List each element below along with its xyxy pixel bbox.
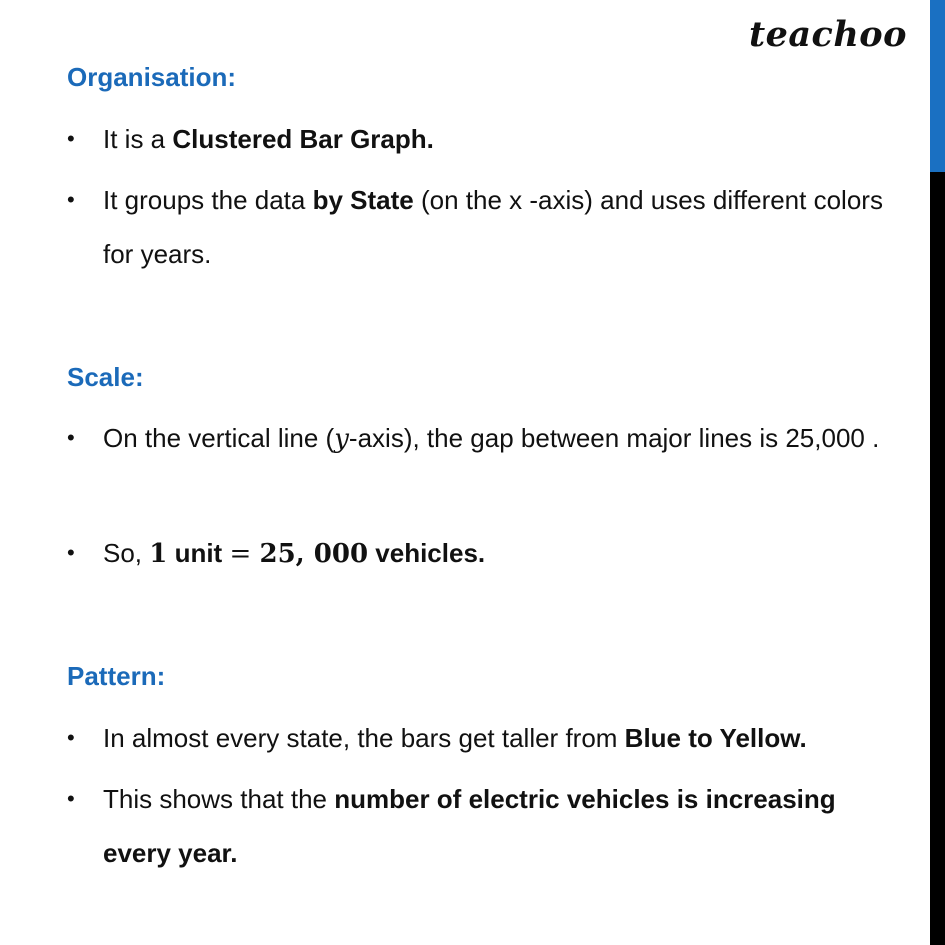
organisation-heading: Organisation:	[67, 62, 237, 92]
bullet-dot: •	[67, 126, 75, 151]
organisation-bullet-1	[67, 112, 897, 166]
pattern-b2-text: This shows that the	[103, 784, 335, 814]
side-bar-accent	[930, 0, 945, 172]
scale-b2-num1: 1	[149, 539, 168, 569]
pattern-heading: Pattern:	[67, 661, 166, 691]
org-b2-text: It groups the data	[103, 185, 313, 215]
org-b1-text: It is a	[103, 124, 173, 154]
bullet-dot: •	[67, 425, 75, 450]
scale-bullet-2	[67, 526, 897, 581]
bullet-dot: •	[67, 786, 75, 811]
pattern-b2-bold: number of electric vehicles is increasing every year.	[103, 784, 836, 868]
bullet-dot: •	[67, 540, 75, 565]
scale-b2-unit: unit	[167, 538, 230, 568]
pattern-b1-bold: Blue to Yellow.	[624, 723, 807, 753]
org-b1-bold: Clustered Bar Graph.	[172, 124, 434, 154]
y-variable: y	[334, 424, 349, 454]
organisation-bullet-2	[67, 173, 897, 281]
teachoo-logo: teachoo	[748, 14, 907, 55]
bullet-dot: •	[67, 725, 75, 750]
org-b2-bold: by State	[312, 185, 414, 215]
org-b2-post: (on the x -axis) and uses different colors for years.	[103, 185, 883, 269]
pattern-b1-text: In almost every state, the bars get taller from	[103, 723, 625, 753]
scale-heading: Scale:	[67, 362, 144, 392]
pattern-bullet-1	[67, 711, 897, 765]
bullet-dot: •	[67, 187, 75, 212]
scale-b1-post: -axis), the gap between major lines is 25,000 .	[348, 423, 880, 453]
scale-b1-text: On the vertical line (	[103, 423, 335, 453]
pattern-bullet-2	[67, 772, 897, 880]
scale-b2-text: So,	[103, 538, 150, 568]
scale-bullet-1	[67, 411, 897, 466]
scale-b2-num2: 25, 000	[259, 539, 369, 569]
scale-b2-eq: =	[229, 539, 260, 569]
scale-b2-post: vehicles.	[368, 538, 486, 568]
